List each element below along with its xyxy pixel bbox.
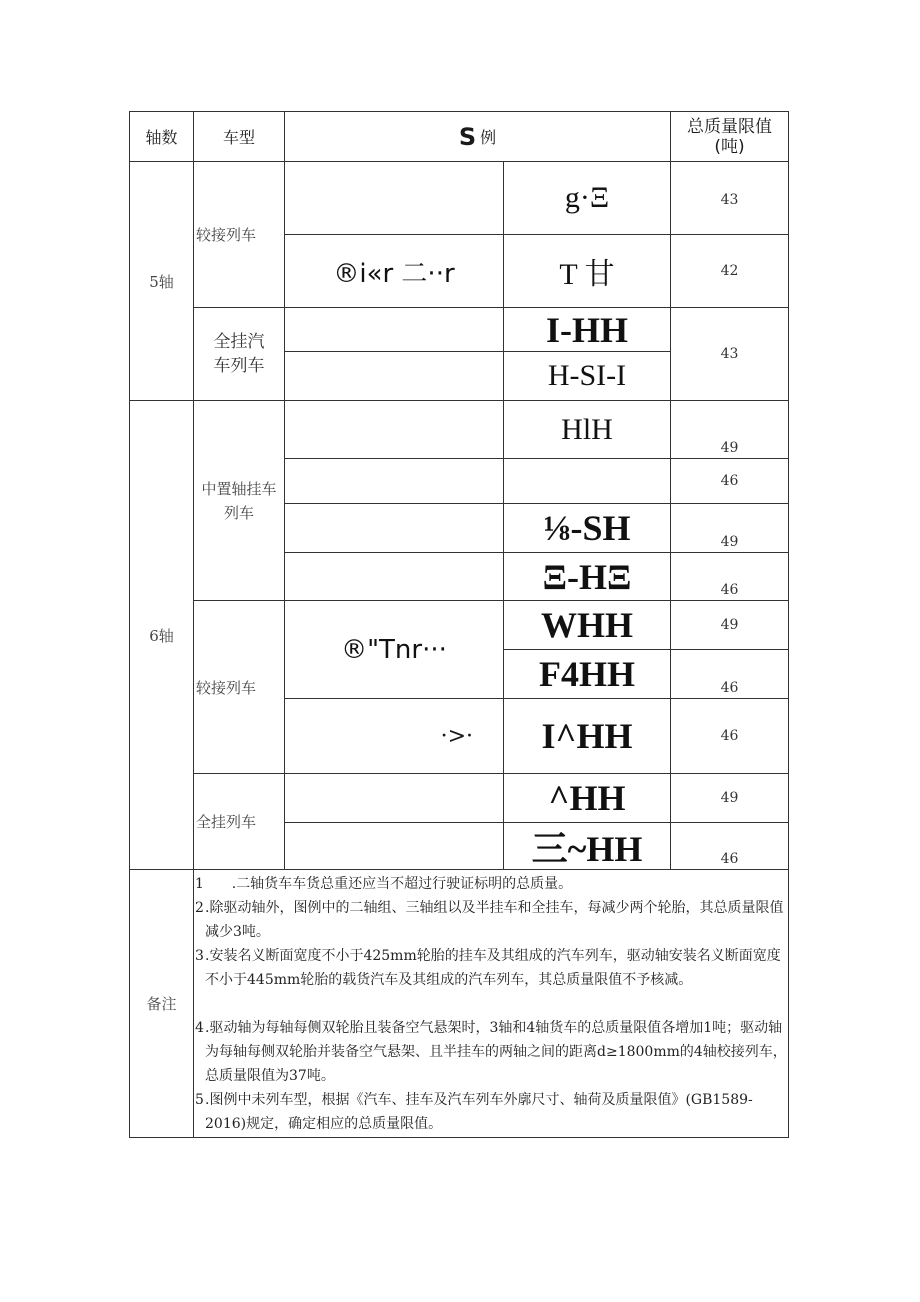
header-limit (671, 112, 789, 162)
example-left-r7 (285, 504, 504, 553)
example-left-r5 (285, 401, 504, 459)
limit-r9: 49 (671, 601, 789, 650)
type-full-trailer-6: 全挂列车 (194, 774, 285, 870)
remark-text: .图例中未列车型，根据《汽车、挂车及汽车列车外廓尺寸、轴荷及质量限值》(GB1589-2016)规定，确定相应的总质量限值。 (205, 1092, 753, 1132)
example-figure-r10: F4HH (504, 650, 671, 699)
example-figure-r7: ⅛-SH (504, 504, 671, 553)
limit-r2: 42 (671, 235, 789, 308)
example-figure-r9: WHH (504, 601, 671, 650)
remark-number: 3 (195, 948, 204, 964)
limit-r10: 46 (671, 650, 789, 699)
example-figure-r11: I^HH (504, 699, 671, 774)
example-figure-r4: H-SI-I (504, 352, 671, 401)
example-left-r4 (285, 352, 504, 401)
example-figure-r1: g·Ξ (504, 162, 671, 235)
remark-number: 1 (195, 876, 204, 892)
limit-r1: 43 (671, 162, 789, 235)
remark-number: 4 (195, 1020, 204, 1036)
example-figure-r8: Ξ-HΞ (504, 553, 671, 601)
header-example-label: 例 (480, 128, 497, 147)
header-example (285, 112, 671, 162)
limit-r3: 43 (671, 308, 789, 401)
example-figure-r5: HlH (504, 401, 671, 459)
example-left-r9: ®"Tnr··· (285, 601, 504, 699)
example-left-r6 (285, 459, 504, 504)
example-figure-r3: I-HH (504, 308, 671, 352)
header-limit-line2: (吨) (714, 136, 745, 157)
remark-text: .除驱动轴外，图例中的二轴组、三轴组以及半挂车和全挂车，每减少两个轮胎，其总质量限值减少3吨。 (205, 900, 784, 940)
limit-r12: 49 (671, 774, 789, 823)
remark-text: .驱动轴为每轴每侧双轮胎且装备空气悬架时，3轴和4轴货车的总质量限值各增加1吨；驱动轴为每轴每侧双轮胎并装备空气悬架、且半挂车的两轴之间的距离d≥1800mm的4轴校接列车，总质量限值为37吨。 (205, 1020, 787, 1084)
example-figure-r12: ^HH (504, 774, 671, 823)
example-figure-r13: 三~HH (504, 823, 671, 870)
header-axles: 轴数 (130, 112, 194, 162)
example-left-r12 (285, 774, 504, 823)
limit-r11: 46 (671, 699, 789, 774)
example-left-r2: ®i«r ⼆··r (285, 235, 504, 308)
type-articulated-6: 较接列车 (194, 601, 285, 774)
example-left-r3 (285, 308, 504, 352)
limit-r7: 49 (671, 504, 789, 553)
limit-r6: 46 (671, 459, 789, 504)
header-vehicle-type: 车型 (194, 112, 285, 162)
type-center-axle-6: 中置轴挂车列车 (194, 401, 285, 601)
limit-r5: 49 (671, 401, 789, 459)
header-example-s: S (458, 122, 477, 151)
example-left-r13 (285, 823, 504, 870)
type-articulated-5: 较接列车 (194, 162, 285, 308)
header-limit-line1: 总质量限值 (687, 116, 772, 137)
limit-r13: 46 (671, 823, 789, 870)
type-full-trailer-5: 全挂汽车列车 (194, 308, 285, 401)
example-left-r1 (285, 162, 504, 235)
remark-text: .二轴货车车货总重还应当不超过行驶证标明的总质量。 (205, 876, 573, 892)
axle-6-cell: 6轴 (130, 401, 194, 870)
example-figure-r6 (504, 459, 671, 504)
axle-5-cell: 5轴 (130, 162, 194, 401)
remark-number: 2 (195, 900, 204, 916)
remarks-label: 备注 (130, 870, 194, 1138)
remark-text: .安装名义断面宽度不小于425mm轮胎的挂车及其组成的汽车列车，驱动轴安装名义断面宽度不小于445mm轮胎的载货汽车及其组成的汽车列车，其总质量限值不予核减。 (205, 948, 781, 988)
remark-number: 5 (195, 1092, 204, 1108)
limit-r8: 46 (671, 553, 789, 601)
example-figure-r2: T 甘 (504, 235, 671, 308)
example-left-r11: ·>· (285, 699, 504, 774)
example-left-r8 (285, 553, 504, 601)
